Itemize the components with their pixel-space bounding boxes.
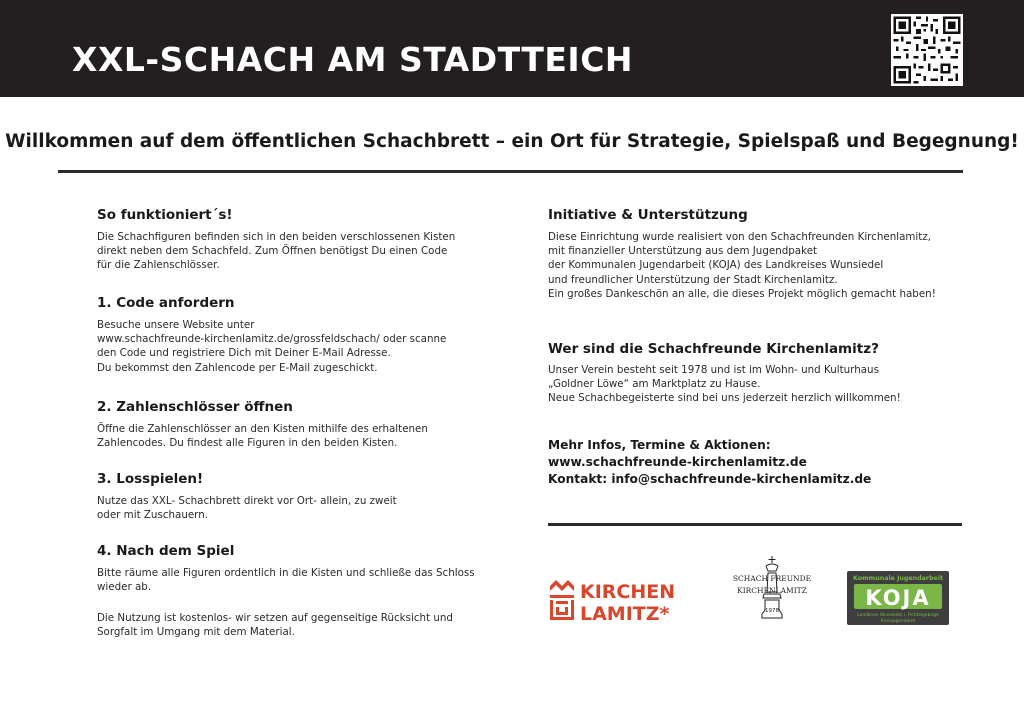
svg-text:KOJA: KOJA [865,586,931,610]
section-heading-step2: 2. Zahlenschlösser öffnen [97,399,293,415]
section-heading-intro: So funktioniert´s! [97,207,233,223]
contact-block [548,437,871,488]
koja-logo [847,571,949,625]
step2-text: Öffne die Zahlenschlösser an den Kisten mithilfe des erhaltenen Zahlencodes. Du findest alle Figuren in den beiden Kisten. [97,423,428,450]
kirchenlamitz-logo [548,578,708,624]
section-heading-initiative: Initiative & Unterstützung [548,207,748,223]
step4-text: Bitte räume alle Figuren ordentlich in die Kisten und schließe das Schloss wieder ab. [97,567,475,594]
divider-top [58,170,963,173]
section-heading-about: Wer sind die Schachfreunde Kirchenlamitz? [548,341,879,357]
about-text: Unser Verein besteht seit 1978 und ist im Wohn- und Kulturhaus „Goldner Löwe“ am Marktplatz zu Hause. Neue Schachbegeisterte sind bei uns jederzeit herzlich willkommen! [548,364,901,405]
svg-text:KIRCHEN: KIRCHEN [580,581,676,603]
svg-text:LAMITZ*: LAMITZ* [580,603,670,624]
svg-text:Landkreis Wunsiedel i. Fichtel: Landkreis Wunsiedel i. Fichtelgebirge [857,613,939,618]
svg-text:SCHACH FREUNDE: SCHACH FREUNDE [733,574,811,583]
svg-text:1978: 1978 [765,608,779,614]
qr-code-icon[interactable] [891,14,963,86]
step3-text: Nutze das XXL- Schachbrett direkt vor Ort- allein, zu zweit oder mit Zuschauern. [97,495,397,522]
svg-text:Kreisjugendamt: Kreisjugendamt [880,619,916,624]
svg-text:Kommunale Jugendarbeit: Kommunale Jugendarbeit [853,575,943,582]
usage-note: Die Nutzung ist kostenlos- wir setzen auf gegenseitige Rücksicht und Sorgfalt im Umgang mit dem Material. [97,612,453,639]
contact-heading: Mehr Infos, Termine & Aktionen: [548,438,771,452]
initiative-text: Diese Einrichtung wurde realisiert von den Schachfreunden Kirchenlamitz, mit finanzieller Unterstützung aus dem Jugendpaket der Kommunalen Jugendarbeit (KOJA) des Landkreises Wunsiedel und freundlicher Unterstützung der Stadt Kirchenlamitz. Ein großes Dankeschön an alle, die dieses Projekt möglich gemacht haben! [548,231,936,300]
intro-text: Die Schachfiguren befinden sich in den beiden verschlossenen Kisten direkt neben dem Schachfeld. Zum Öffnen benötigst Du einen Code für die Zahlenschlösser. [97,231,456,272]
section-heading-step1: 1. Code anfordern [97,295,235,311]
divider-right [548,523,962,526]
svg-text:KIRCHENLAMITZ: KIRCHENLAMITZ [737,586,807,595]
subtitle: Willkommen auf dem öffentlichen Schachbrett – ein Ort für Strategie, Spielspaß und Begegnung! [5,131,1019,152]
website-link[interactable]: www.schachfreunde-kirchenlamitz.de [548,455,807,469]
section-heading-step4: 4. Nach dem Spiel [97,543,235,559]
schachfreunde-logo [733,554,811,626]
section-heading-step3: 3. Losspielen! [97,471,204,487]
email-link[interactable]: Kontakt: info@schachfreunde-kirchenlamitz.de [548,472,872,486]
page-title: XXL-SCHACH AM STADTTEICH [72,40,634,79]
step1-text: Besuche unsere Website unter www.schachfreunde-kirchenlamitz.de/grossfeldschach/ oder scanne den Code und registriere Dich mit Deiner E-Mail Adresse. Du bekommst den Zahlencode per E-Mail zugeschickt. [97,319,447,374]
